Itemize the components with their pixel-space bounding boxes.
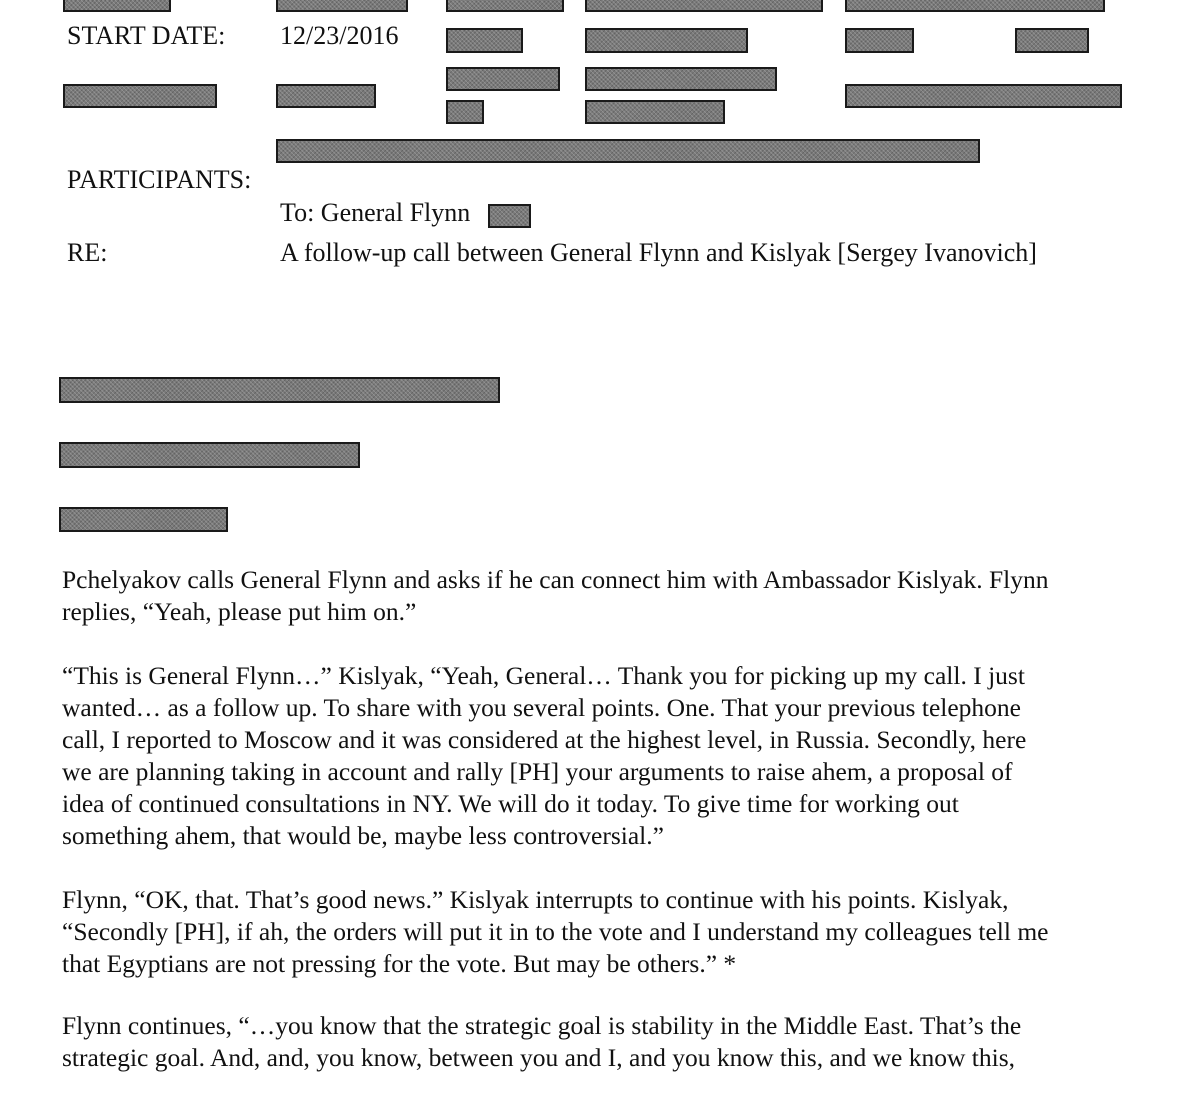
redaction-block bbox=[276, 139, 980, 163]
participants-label: PARTICIPANTS: bbox=[67, 165, 252, 194]
text-line: strategic goal. And, and, you know, between you and I, and you know this, and we know this, bbox=[62, 1043, 1016, 1072]
text-line: wanted… as a follow up. To share with you several points. One. That your previous telephone bbox=[62, 693, 1021, 722]
redaction-block bbox=[446, 28, 523, 53]
redaction-block bbox=[446, 67, 560, 91]
redaction-block bbox=[585, 0, 823, 12]
text-line: “Secondly [PH], if ah, the orders will put it in to the vote and I understand my colleagues tell me bbox=[62, 917, 1049, 946]
text-line: “This is General Flynn…” Kislyak, “Yeah, General… Thank you for picking up my call. I just bbox=[62, 661, 1025, 690]
text-line: call, I reported to Moscow and it was considered at the highest level, in Russia. Secondly, here bbox=[62, 725, 1027, 754]
redaction-block bbox=[845, 84, 1122, 108]
text-line: Flynn, “OK, that. That’s good news.” Kislyak interrupts to continue with his points. Kislyak, bbox=[62, 885, 1009, 914]
text-line: replies, “Yeah, please put him on.” bbox=[62, 597, 417, 626]
paragraph bbox=[62, 564, 1172, 628]
text-line: Flynn continues, “…you know that the strategic goal is stability in the Middle East. That’s the bbox=[62, 1011, 1022, 1040]
redaction-block bbox=[845, 28, 914, 53]
redaction-block bbox=[585, 100, 725, 124]
text-line: something ahem, that would be, maybe less controversial.” bbox=[62, 821, 664, 850]
start-date-label: START DATE: bbox=[67, 21, 226, 50]
start-date-value: 12/23/2016 bbox=[280, 21, 399, 50]
redaction-block bbox=[845, 0, 1105, 12]
redaction-block bbox=[59, 377, 500, 403]
text-line: we are planning taking in account and rally [PH] your arguments to raise ahem, a proposal of bbox=[62, 757, 1013, 786]
text-line: idea of continued consultations in NY. We will do it today. To give time for working out bbox=[62, 789, 959, 818]
redaction-block bbox=[63, 84, 217, 108]
redaction-block bbox=[276, 0, 408, 12]
re-value: A follow-up call between General Flynn and Kislyak [Sergey Ivanovich] bbox=[280, 238, 1037, 267]
redaction-block bbox=[276, 84, 376, 108]
to-line: To: General Flynn bbox=[280, 198, 471, 227]
redaction-block bbox=[585, 28, 748, 53]
redaction-block bbox=[585, 67, 777, 91]
redaction-block bbox=[1015, 28, 1089, 53]
text-line: that Egyptians are not pressing for the vote. But may be others.” * bbox=[62, 949, 737, 978]
paragraph bbox=[62, 1010, 1172, 1074]
paragraph bbox=[62, 660, 1172, 852]
redaction-block bbox=[59, 507, 228, 532]
re-label: RE: bbox=[67, 238, 108, 267]
redaction-block bbox=[488, 204, 531, 228]
redaction-block bbox=[59, 442, 360, 468]
redaction-block bbox=[63, 0, 171, 12]
redaction-block bbox=[446, 0, 564, 12]
redaction-block bbox=[446, 100, 484, 124]
text-line: Pchelyakov calls General Flynn and asks if he can connect him with Ambassador Kislyak. Flynn bbox=[62, 565, 1049, 594]
paragraph bbox=[62, 884, 1172, 980]
